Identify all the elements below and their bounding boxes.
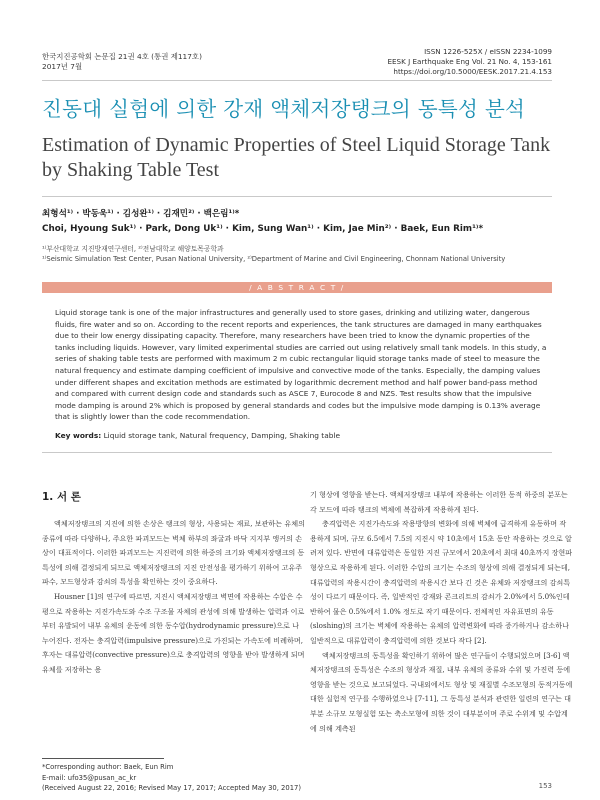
keywords-list: Liquid storage tank, Natural frequency, Damping, Shaking table (103, 431, 341, 440)
title-korean: 진동대 실험에 의한 강재 액체저장탱크의 동특성 분석 (42, 97, 526, 121)
doi-link[interactable]: https://doi.org/10.5000/EESK.2017.21.4.153 (393, 67, 552, 76)
header-divider (42, 80, 552, 81)
abstract-banner (42, 282, 552, 293)
abstract-text: Liquid storage tank is one of the major infrastructures and generally used to store gases, drinking and utilizing water, dangerous fluids, fire water and so on. According to the recent reports and experiences, the tank structures are damaged in many earthquakes due to their low energy dissipating capacity. Therefore, many researchers have been tried to know the dynamic properties of the tanks including liquids. However, vary limited experimental studies are carried out using relatively small tank models. In this study, a series of shaking table tests are performed with maximum 2 m cubic rectangular liquid storage tanks made of steel to measure the natural frequency and estimate damping coefficient of impulsive and convective mode of the tanks. Especially, the damping values under different shapes and excitation methods are estimated by logarithmic decrement method and half power band-pass method and compared with current design code and standards such as ASCE 7, Eurocode 8 and NZS. Test results show that the impulsive mode damping is around 2% which is proposed by general standards and codes but the impulsive mode damping is 0.13% average that is slightly lower than the code recommendation. (55, 308, 547, 422)
affiliations-korean: ¹⁾부산대학교 지진방재연구센터, ²⁾전남대학교 해양토목공학과 (42, 245, 224, 253)
author-email: E-mail: ufo35@pusan_ac_kr (42, 773, 137, 782)
journal-header-english (387, 47, 552, 77)
authors-english: Choi, Hyoung Suk¹⁾ · Park, Dong Uk¹⁾ · Kim, Sung Wan¹⁾ · Kim, Jae Min²⁾ · Baek, Eun Rim¹⁾* (42, 224, 484, 234)
body-column-right (310, 488, 573, 736)
section-title-introduction: 1. 서 론 (42, 491, 81, 503)
journal-header-korean (42, 52, 202, 72)
received-dates: (Received August 22, 2016; Revised May 17, 2017; Accepted May 30, 2017) (42, 784, 301, 792)
authors-korean: 최형석¹⁾ · 박동욱¹⁾ · 김성완¹⁾ · 김재민²⁾ · 백은림¹⁾* (42, 209, 240, 219)
body-paragraph: 액체저장탱크의 지진에 의한 손상은 탱크의 형상, 사용되는 재료, 보관하는 유체의 종류에 따라 다양하나, 주요한 파괴모드는 벽체 하부의 좌굴과 바닥 지지부 앵커의 손상이 대표적이다. 이러한 파괴모드는 지진력에 의한 하중의 크기와 액체저장탱크의 동특성에 의해 결정되게 되므로 액체저장탱크의 지진 안전성을 평가하기 위하여 고유주파수, 모드형상과 감쇠의 특성을 확인하는 것이 중요하다. (42, 519, 305, 587)
title-divider (42, 196, 552, 197)
keywords-label: Key words: (55, 431, 102, 440)
body-column-left (42, 517, 305, 678)
footnote (42, 762, 301, 794)
body-paragraph: 기 형상에 영향을 받는다. 액체저장탱크 내부에 작용하는 이러한 동적 하중의 분포는 각 모드에 따라 탱크의 벽체에 복잡하게 작용하게 된다. (310, 490, 568, 514)
journal-name-ko: 한국지진공학회 논문집 21권 4호 (통권 제117호) (42, 52, 202, 61)
body-paragraph: 충격압력은 지진가속도와 작용방향의 변화에 의해 벽체에 급격하게 유동하며 작용하게 되며, 규모 6.5에서 7.5의 지진시 약 10초에서 15초 동안 작용하는 것으로 알려져 있다. 반면에 대류압력은 동일한 지진 규모에서 20초에서 최대 40초까지 장현파 형상으로 작용하게 된다. 이러한 수압의 크기는 수조의 형상에 의해 결정되게 되는데, 대류압력의 작용시간이 충격압력의 작용시간 보다 긴 것은 유체와 저장탱크의 감쇠특성이 다르기 때문이다. 즉, 일반적인 강재와 콘크리트의 감쇠가 2.0%에서 5.0%인데 반하여 물은 0.5%에서 1.0% 정도로 작기 때문이다. 전체적인 자유표면의 유동(sloshing)의 크기는 벽체에 작용하는 유체의 압력변화에 따라 증가하거나 감소하나 일반적으로 대류압력이 충격압력에 의한 것보다 작다 [2]. (310, 519, 573, 645)
footnote-divider (42, 758, 164, 759)
journal-name-en: EESK J Earthquake Eng Vol. 21 No. 4, 153-161 (387, 57, 552, 66)
corresponding-author: *Corresponding author: Baek, Eun Rim (42, 763, 174, 771)
page-number: 153 (538, 782, 552, 790)
abstract-divider (42, 452, 552, 453)
issn: ISSN 1226-525X / eISSN 2234-1099 (424, 47, 552, 56)
keywords (55, 431, 340, 440)
title-english: Estimation of Dynamic Properties of Steel Liquid Storage Tank by Shaking Table Test (42, 134, 551, 181)
body-paragraph: 액체저장탱크의 동특성을 확인하기 위하여 많은 연구들이 수행되었으며 [3-6] 액체저장탱크의 동특성은 수조의 형상과 재질, 내부 유체의 종류와 수위 및 가진력 등에 영향을 받는 것으로 보고되었다. 국내외에서도 형상 및 재질별 수조모형의 동적거동에 대한 실험적 연구를 수행하였으나 [7-11], 그 동특성 분석과 관련한 일련의 연구는 대부분 소규모 모형실험 또는 축소모형에 의한 것이 대부분이며 주로 수위계 및 수압계에 의해 계측된 (310, 650, 573, 733)
journal-date-ko: 2017년 7월 (42, 62, 83, 71)
abstract-label: / A B S T R A C T / (249, 283, 345, 292)
affiliations-english: ¹⁾Seismic Simulation Test Center, Pusan National University, ²⁾Department of Marine and Civil Engineering, Chonnam National University (42, 255, 506, 263)
body-paragraph: Housner [1]의 연구에 따르면, 지진시 액체저장탱크 벽면에 작용하는 수압은 수평으로 작용하는 지진가속도와 수조 구조물 자체의 관성에 의해 발생하는 압력과 이로부터 유발되어 내부 유체의 운동에 의한 동수압(hydrodynamic pressure)으로 나누어진다. 전자는 충격압력(impulsive pressure)으로 가진되는 가속도에 비례하며, 후자는 대류압력(convective pressure)으로 충격압력의 영향을 받아 발생하게 되며 유체를 저장하는 용 (42, 591, 305, 674)
